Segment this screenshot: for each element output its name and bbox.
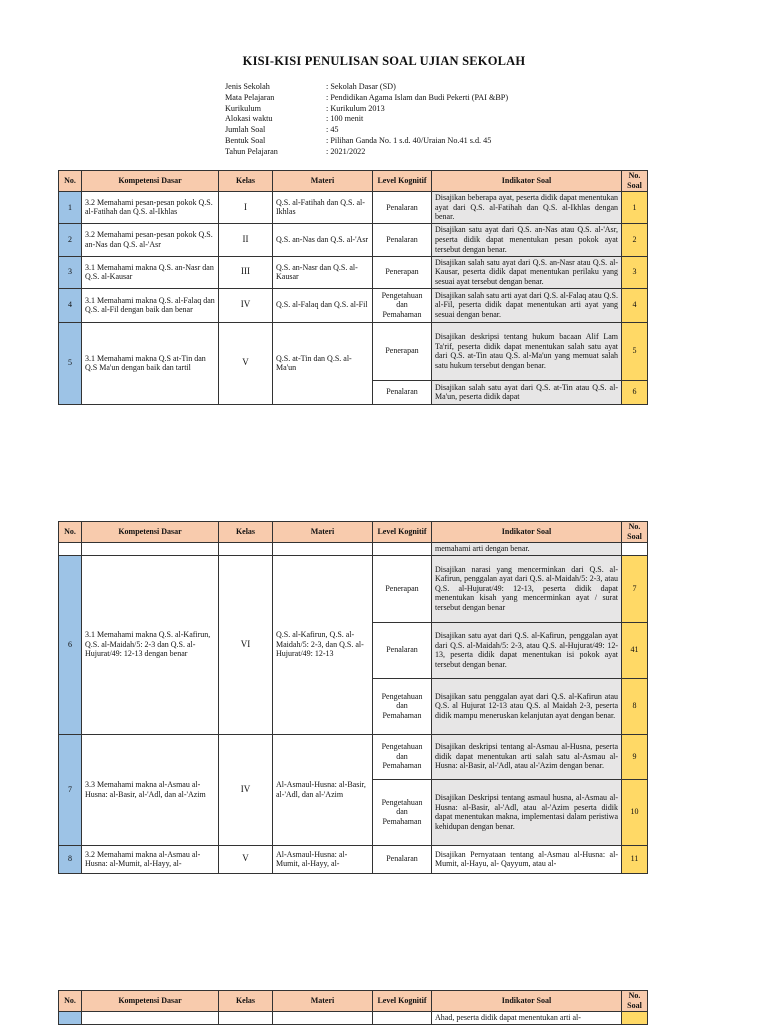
- row-number: 8: [59, 845, 82, 873]
- indikator-soal: Disajikan satu penggalan ayat dari Q.S. al-Kafirun atau Q.S. al Hujurat 12-13 atau Q.S. al Maidah 2-3, peserta didik mampu meneruskan kelanjutan ayat dengan benar.: [432, 678, 622, 734]
- row-number: 4: [59, 288, 82, 322]
- kelas: IV: [219, 734, 273, 845]
- nomor-soal: 10: [622, 779, 648, 845]
- kisi-kisi-table-2: [58, 521, 648, 874]
- indikator-soal: Disajikan satu ayat dari Q.S. al-Kafirun, penggalan ayat dari Q.S. al-Maidah/5: 2-3, atau Q.S. al-Hujurat/49: 12-13, peserta didik dapat menentukan isi pokok ayat tersebut dengan benar.: [432, 622, 622, 678]
- empty-cell: [622, 543, 648, 556]
- level-kognitif: Penalaran: [373, 380, 432, 404]
- header-no: No.: [59, 522, 82, 543]
- indikator-soal: Ahad, peserta didik dapat menentukan arti al-: [432, 1012, 622, 1025]
- document-metadata: [225, 82, 508, 158]
- header-kelas: Kelas: [219, 171, 273, 192]
- nomor-soal: 11: [622, 845, 648, 873]
- kelas: VI: [219, 555, 273, 734]
- row-number: 1: [59, 192, 82, 224]
- kelas: V: [219, 322, 273, 404]
- header-kelas: Kelas: [219, 991, 273, 1012]
- materi: Q.S. at-Tin dan Q.S. al-Ma'un: [273, 322, 373, 404]
- table-row: [59, 555, 648, 622]
- meta-label: Kurikulum: [225, 103, 261, 113]
- level-kognitif: Penalaran: [373, 223, 432, 256]
- kompetensi-dasar: 3.1 Memahami makna Q.S at-Tin dan Q.S Ma'un dengan baik dan tartil: [82, 322, 219, 404]
- header-materi: Materi: [273, 522, 373, 543]
- level-kognitif: Penerapan: [373, 322, 432, 380]
- level-kognitif: Pengetahuan dan Pemahaman: [373, 288, 432, 322]
- header-level-kognitif: Level Kognitif: [373, 522, 432, 543]
- empty-cell: [273, 543, 373, 556]
- kompetensi-dasar: 3.2 Memahami pesan-pesan pokok Q.S. al-Fatihah dan Q.S. al-Ikhlas: [82, 192, 219, 224]
- indikator-soal: Disajikan Deskripsi tentang asmaul husna, al-Asmau al-Husna: al-Basir, al-'Adl, atau al-'Azim peserta didik dapat menentukan makna, implementasi dalam peristiwa kehidupan dengan benar.: [432, 779, 622, 845]
- level-kognitif: Penerapan: [373, 256, 432, 288]
- indikator-soal: Disajikan salah satu ayat dari Q.S. an-Nasr atau Q.S. al-Kausar, peserta didik dapat menentukan perilaku yang sesuai ayat tersebut dengan benar.: [432, 256, 622, 288]
- row-number: 7: [59, 734, 82, 845]
- row-number: 2: [59, 223, 82, 256]
- table-row: [59, 322, 648, 380]
- indikator-soal: Disajikan narasi yang mencerminkan dari Q.S. al-Kafirun, penggalan ayat dari Q.S. al-Maidah/5: 2-3, atau Q.S. al-Hujurat/49: 12-13, peserta didik dapat menentukan kisah yang mencerminkan ayat / surat tersebut dengan benar: [432, 555, 622, 622]
- kisi-kisi-table-3: [58, 990, 648, 1025]
- table-row: [59, 192, 648, 224]
- meta-label: Alokasi waktu: [225, 114, 273, 124]
- nomor-soal: 7: [622, 555, 648, 622]
- level-kognitif: Pengetahuan dan Pemahaman: [373, 678, 432, 734]
- header-indikator-soal: Indikator Soal: [432, 522, 622, 543]
- empty-cell: [59, 543, 82, 556]
- indikator-soal: Disajikan deskripsi tentang al-Asmau al-Husna, peserta didik dapat menentukan arti salah satu al-Asmau al-Husna: al-Basir, al-'Adl, atau al-'Azim dengan benar.: [432, 734, 622, 779]
- kompetensi-dasar: 3.2 Memahami makna al-Asmau al-Husna: al-Mumit, al-Hayy, al-: [82, 845, 219, 873]
- meta-value: : Sekolah Dasar (SD): [326, 82, 396, 91]
- indikator-soal: Disajikan salah satu ayat dari Q.S. at-Tin atau Q.S. al-Ma'un, peserta didik dapat: [432, 380, 622, 404]
- nomor-soal: 1: [622, 192, 648, 224]
- kelas: IV: [219, 288, 273, 322]
- nomor-soal: 3: [622, 256, 648, 288]
- table-row: [59, 223, 648, 256]
- row-number: 6: [59, 555, 82, 734]
- header-materi: Materi: [273, 991, 373, 1012]
- table-row: [59, 845, 648, 873]
- header-no-soal: No. Soal: [622, 991, 648, 1012]
- header-level-kognitif: Level Kognitif: [373, 171, 432, 192]
- level-kognitif: Penalaran: [373, 622, 432, 678]
- indikator-soal: Disajikan beberapa ayat, peserta didik dapat menentukan ayat dari Q.S. al-Fatihah dan Q.S. al-Ikhlas dengan benar.: [432, 192, 622, 224]
- row-number: 5: [59, 322, 82, 404]
- materi: Q.S. al-Falaq dan Q.S. al-Fil: [273, 288, 373, 322]
- kompetensi-dasar: 3.1 Memahami makna Q.S. al-Kafirun, Q.S. al-Maidah/5: 2-3 dan Q.S. al-Hujurat/49: 12-13 dengan benar: [82, 555, 219, 734]
- nomor-soal: 2: [622, 223, 648, 256]
- meta-label: Mata Pelajaran: [225, 92, 275, 102]
- table-header-row: [59, 171, 648, 192]
- table-row: [59, 288, 648, 322]
- materi: Q.S. al-Fatihah dan Q.S. al-Ikhlas: [273, 192, 373, 224]
- materi: Q.S. an-Nas dan Q.S. al-'Asr: [273, 223, 373, 256]
- empty-cell: [82, 543, 219, 556]
- indikator-soal: Disajikan deskripsi tentang hukum bacaan Alif Lam Ta'rif, peserta didik dapat menentukan salah satu ayat dari Q.S. at-Tin atau Q.S. al-Ma'un yang memuat salah satu hukum tersebut dengan benar.: [432, 322, 622, 380]
- row-number: [59, 1012, 82, 1025]
- header-kompetensi-dasar: Kompetensi Dasar: [82, 171, 219, 192]
- table-header-row: [59, 522, 648, 543]
- level-kognitif: Penalaran: [373, 192, 432, 224]
- empty-cell: [273, 1012, 373, 1025]
- meta-label: Tahun Pelajaran: [225, 146, 278, 156]
- meta-label: Jenis Sekolah: [225, 82, 270, 91]
- table-header-row: [59, 991, 648, 1012]
- empty-cell: [219, 543, 273, 556]
- level-kognitif: Pengetahuan dan Pemahaman: [373, 779, 432, 845]
- materi: Al-Asmaul-Husna: al-Mumit, al-Hayy, al-: [273, 845, 373, 873]
- empty-cell: [373, 1012, 432, 1025]
- empty-cell: [82, 1012, 219, 1025]
- indikator-soal: Disajikan Pernyataan tentang al-Asmau al-Husna: al-Mumit, al-Hayu, al- Qayyum, atau al-: [432, 845, 622, 873]
- table-row: [59, 1012, 648, 1025]
- meta-value: : Kurikulum 2013: [326, 103, 385, 113]
- meta-value: : 45: [326, 125, 339, 135]
- table-row: [59, 543, 648, 556]
- header-kelas: Kelas: [219, 522, 273, 543]
- nomor-soal: [622, 1012, 648, 1025]
- level-kognitif: Penalaran: [373, 845, 432, 873]
- nomor-soal: 41: [622, 622, 648, 678]
- kelas: I: [219, 192, 273, 224]
- header-level-kognitif: Level Kognitif: [373, 991, 432, 1012]
- header-no-soal: No. Soal: [622, 171, 648, 192]
- header-kompetensi-dasar: Kompetensi Dasar: [82, 522, 219, 543]
- meta-value: : Pilihan Ganda No. 1 s.d. 40/Uraian No.41 s.d. 45: [326, 135, 492, 145]
- meta-value: : 100 menit: [326, 114, 364, 124]
- empty-cell: [373, 543, 432, 556]
- kelas: V: [219, 845, 273, 873]
- empty-cell: [219, 1012, 273, 1025]
- header-indikator-soal: Indikator Soal: [432, 991, 622, 1012]
- header-no-soal: No. Soal: [622, 522, 648, 543]
- nomor-soal: 5: [622, 322, 648, 380]
- header-indikator-soal: Indikator Soal: [432, 171, 622, 192]
- row-number: 3: [59, 256, 82, 288]
- kompetensi-dasar: 3.1 Memahami makna Q.S. al-Falaq dan Q.S. al-Fil dengan baik dan benar: [82, 288, 219, 322]
- table-row: [59, 734, 648, 779]
- meta-label: Jumlah Soal: [225, 125, 266, 135]
- table-row: [59, 256, 648, 288]
- meta-value: : 2021/2022: [326, 146, 366, 156]
- indikator-soal: Disajikan salah satu arti ayat dari Q.S. al-Falaq atau Q.S. al-Fil, peserta didik dapat menentukan arti ayat yang sesuai dengan benar.: [432, 288, 622, 322]
- kompetensi-dasar: 3.2 Memahami pesan-pesan pokok Q.S. an-Nas dan Q.S. al-'Asr: [82, 223, 219, 256]
- kelas: II: [219, 223, 273, 256]
- materi: Al-Asmaul-Husna: al-Basir, al-'Adl, dan al-'Azim: [273, 734, 373, 845]
- level-kognitif: Penerapan: [373, 555, 432, 622]
- header-materi: Materi: [273, 171, 373, 192]
- header-kompetensi-dasar: Kompetensi Dasar: [82, 991, 219, 1012]
- indikator-soal: memahami arti dengan benar.: [432, 543, 622, 556]
- nomor-soal: 8: [622, 678, 648, 734]
- nomor-soal: 9: [622, 734, 648, 779]
- header-no: No.: [59, 171, 82, 192]
- level-kognitif: Pengetahuan dan Pemahaman: [373, 734, 432, 779]
- header-no: No.: [59, 991, 82, 1012]
- page-title: KISI-KISI PENULISAN SOAL UJIAN SEKOLAH: [242, 54, 526, 68]
- kompetensi-dasar: 3.3 Memahami makna al-Asmau al-Husna: al-Basir, al-'Adl, dan al-'Azim: [82, 734, 219, 845]
- nomor-soal: 6: [622, 380, 648, 404]
- kompetensi-dasar: 3.1 Memahami makna Q.S. an-Nasr dan Q.S. al-Kausar: [82, 256, 219, 288]
- materi: Q.S. al-Kafirun, Q.S. al-Maidah/5: 2-3, dan Q.S. al-Hujurat/49: 12-13: [273, 555, 373, 734]
- nomor-soal: 4: [622, 288, 648, 322]
- meta-value: : Pendidikan Agama Islam dan Budi Pekerti (PAI &BP): [326, 92, 509, 102]
- materi: Q.S. an-Nasr dan Q.S. al-Kausar: [273, 256, 373, 288]
- indikator-soal: Disajikan satu ayat dari Q.S. an-Nas atau Q.S. al-'Asr, peserta didik dapat menentukan pesan pokok ayat tersebut dengan benar.: [432, 223, 622, 256]
- kisi-kisi-table-1: [58, 170, 648, 405]
- kelas: III: [219, 256, 273, 288]
- meta-label: Bentuk Soal: [225, 135, 266, 145]
